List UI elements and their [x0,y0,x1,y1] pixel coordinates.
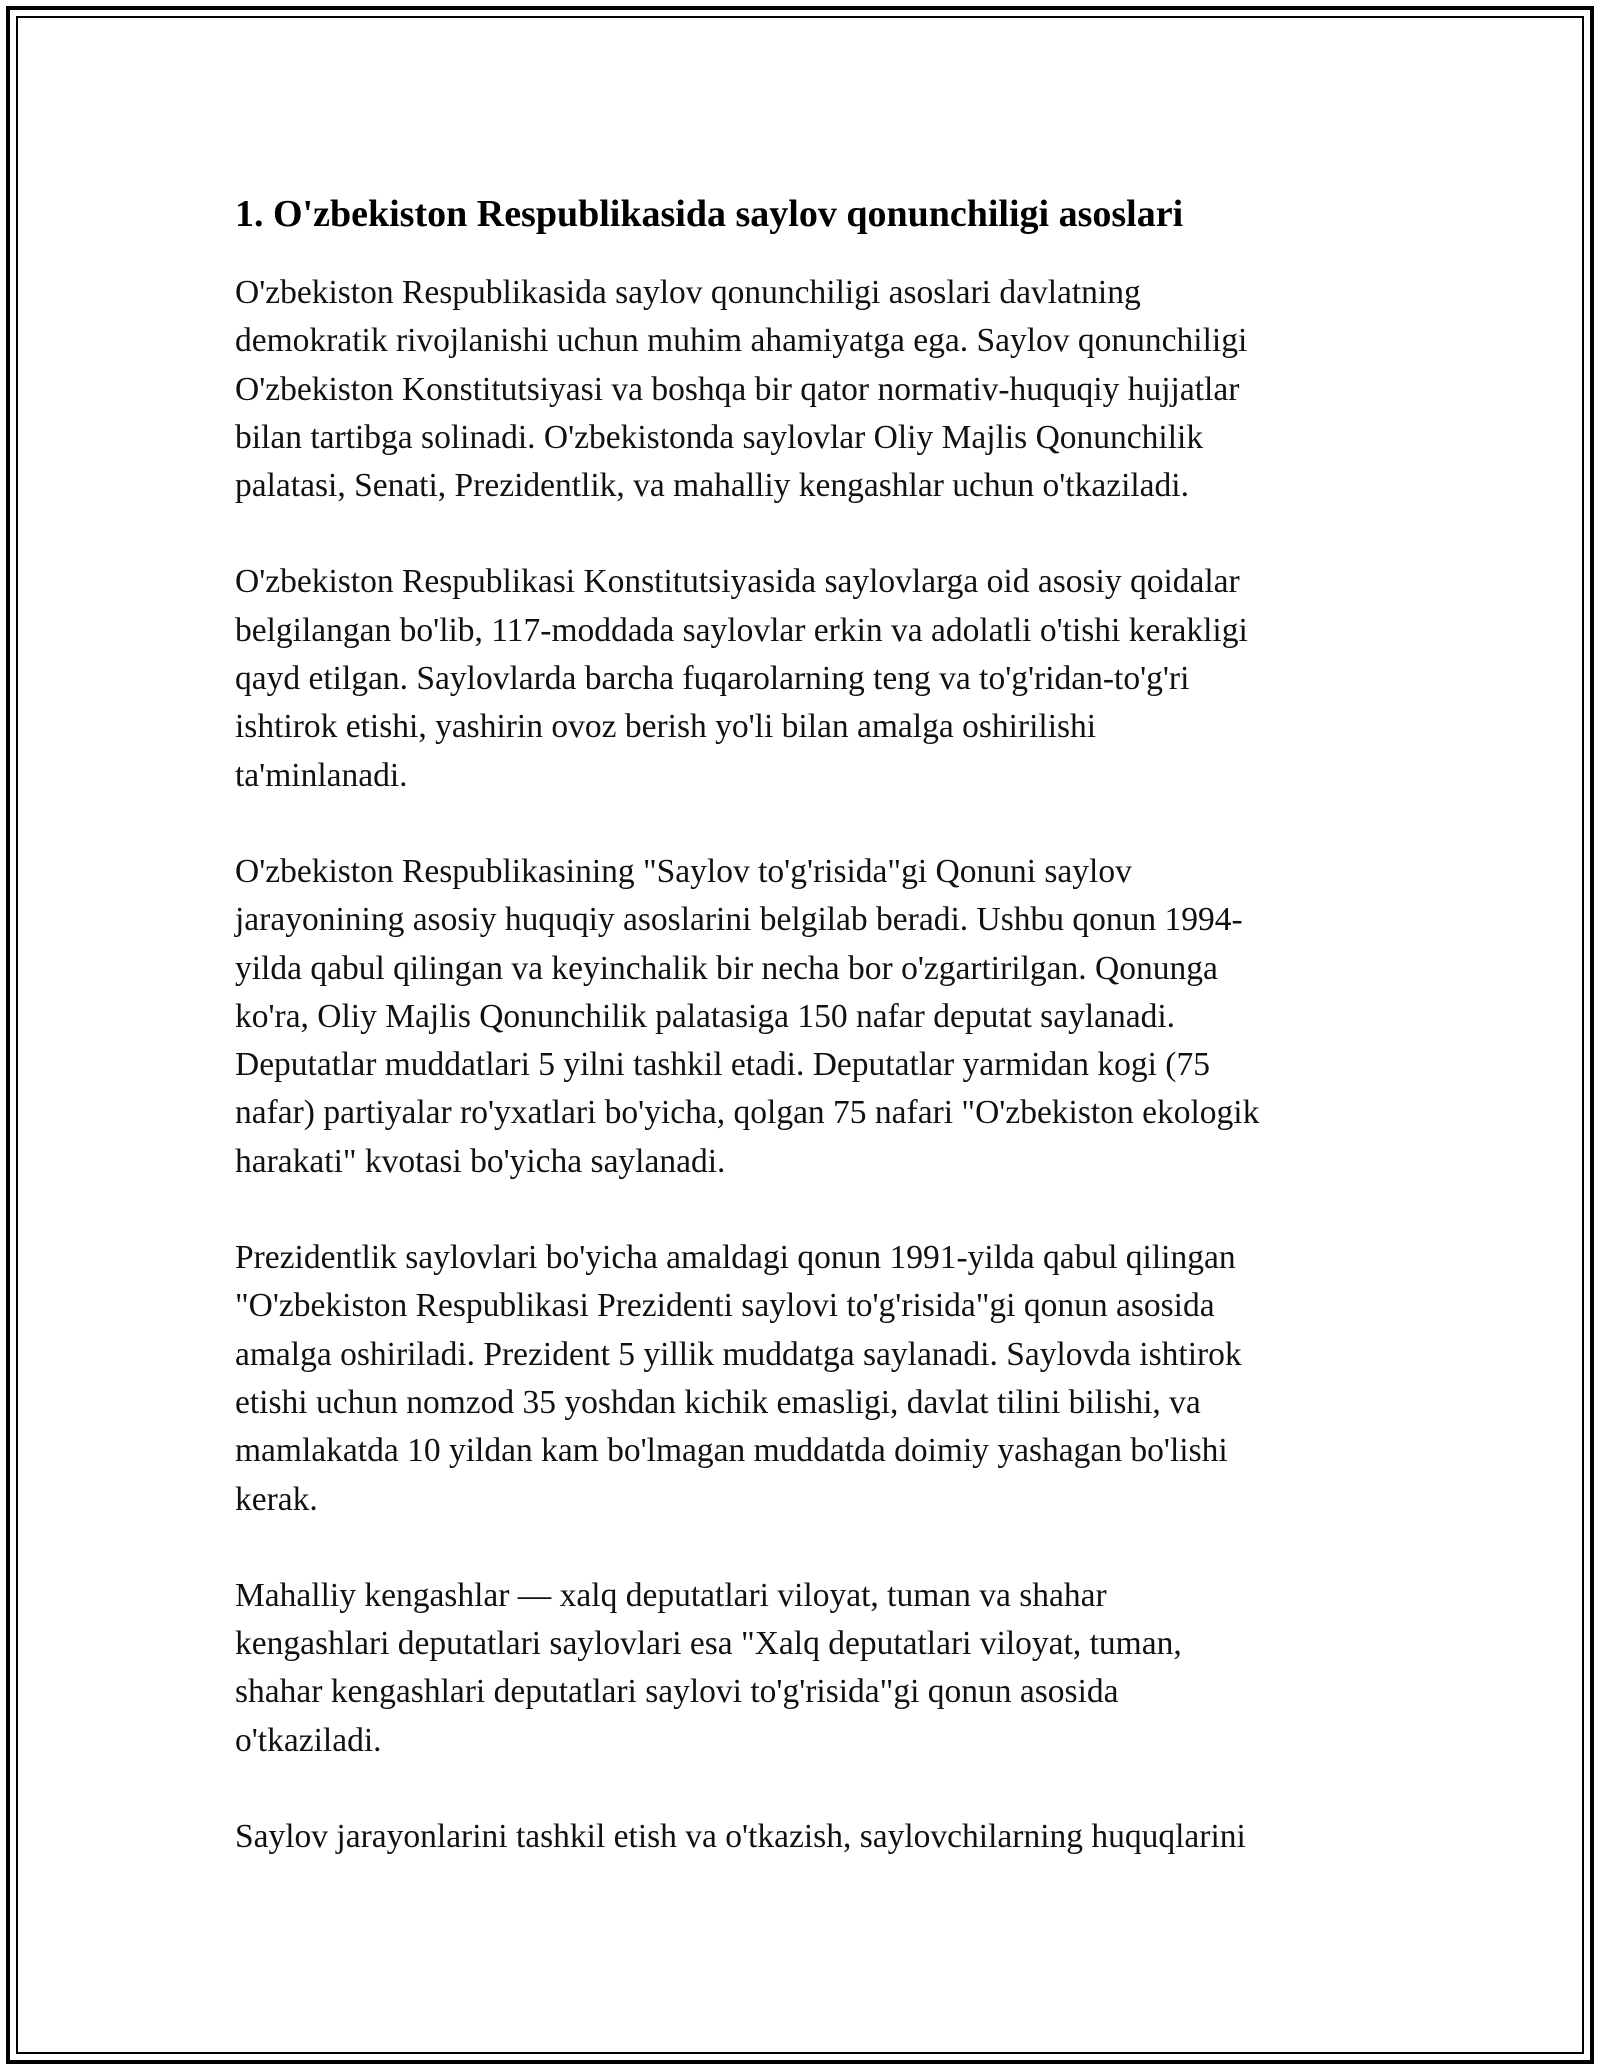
text-line: O'zbekiston Konstitutsiyasi va boshqa bir qator normativ-huquqiy hujjatlar [235,370,1240,408]
text-line: Saylov jarayonlarini tashkil etish va o'tkazish, saylovchilarning huquqlarini [235,1818,1246,1856]
text-line: "O'zbekiston Respublikasi Prezidenti saylovi to'g'risida"gi qonun asosida [235,1287,1215,1325]
text-line: kerak. [235,1480,318,1518]
text-line: amalga oshiriladi. Prezident 5 yillik muddatga saylanadi. Saylovda ishtirok [235,1335,1242,1373]
text-line: jarayonining asosiy huquqiy asoslarini belgilab beradi. Ushbu qonun 1994- [235,901,1243,939]
text-line: O'zbekiston Respublikasining "Saylov to'g'risida"gi Qonuni saylov [235,852,1132,890]
text-line: ko'ra, Oliy Majlis Qonunchilik palatasiga 150 nafar deputat saylanadi. [235,997,1176,1035]
text-line: belgilangan bo'lib, 117-moddada saylovlar erkin va adolatli o'tishi kerakligi [235,611,1248,649]
text-line: demokratik rivojlanishi uchun muhim ahamiyatga ega. Saylov qonunchiligi [235,322,1248,360]
text-line: shahar kengashlari deputatlari saylovi to'g'risida"gi qonun asosida [235,1673,1119,1711]
paragraph [235,269,1375,510]
text-line: Deputatlar muddatlari 5 yilni tashkil etadi. Deputatlar yarmidan kogi (75 [235,1046,1210,1084]
section-heading: 1. O'zbekiston Respublikasida saylov qonunchiligi asoslari [235,193,1184,235]
text-line: etishi uchun nomzod 35 yoshdan kichik emasligi, davlat tilini bilishi, va [235,1383,1201,1421]
paragraph [235,558,1375,799]
text-line: Mahalliy kengashlar — xalq deputatlari viloyat, tuman va shahar [235,1576,1107,1614]
text-line: qayd etilgan. Saylovlarda barcha fuqarolarning teng va to'g'ridan-to'g'ri [235,660,1190,698]
text-line: ta'minlanadi. [235,756,408,794]
paragraph [235,848,1375,1186]
text-line: mamlakatda 10 yildan kam bo'lmagan muddatda doimiy yashagan bo'lishi [235,1432,1228,1470]
text-line: Prezidentlik saylovlari bo'yicha amaldagi qonun 1991-yilda qabul qilingan [235,1239,1236,1277]
paragraph [235,1813,1375,1861]
text-line: harakati" kvotasi bo'yicha saylanadi. [235,1142,726,1180]
document-body [235,188,1375,1909]
text-line: kengashlari deputatlari saylovlari esa "Xalq deputatlari viloyat, tuman, [235,1625,1182,1663]
text-line: o'tkaziladi. [235,1721,382,1759]
text-line: O'zbekiston Respublikasida saylov qonunchiligi asoslari davlatning [235,274,1141,311]
text-line: nafar) partiyalar ro'yxatlari bo'yicha, qolgan 75 nafari "O'zbekiston ekologik [235,1094,1260,1132]
paragraph [235,1234,1375,1524]
text-line: O'zbekiston Respublikasi Konstitutsiyasida saylovlarga oid asosiy qoidalar [235,563,1240,601]
paragraph [235,1572,1375,1765]
text-line: ishtirok etishi, yashirin ovoz berish yo'li bilan amalga oshirilishi [235,708,1097,746]
text-line: bilan tartibga solinadi. O'zbekistonda saylovlar Oliy Majlis Qonunchilik [235,418,1204,456]
text-line: palatasi, Senati, Prezidentlik, va mahalliy kengashlar uchun o'tkaziladi. [235,467,1189,505]
text-line: yilda qabul qilingan va keyinchalik bir necha bor o'zgartirilgan. Qonunga [235,949,1218,987]
